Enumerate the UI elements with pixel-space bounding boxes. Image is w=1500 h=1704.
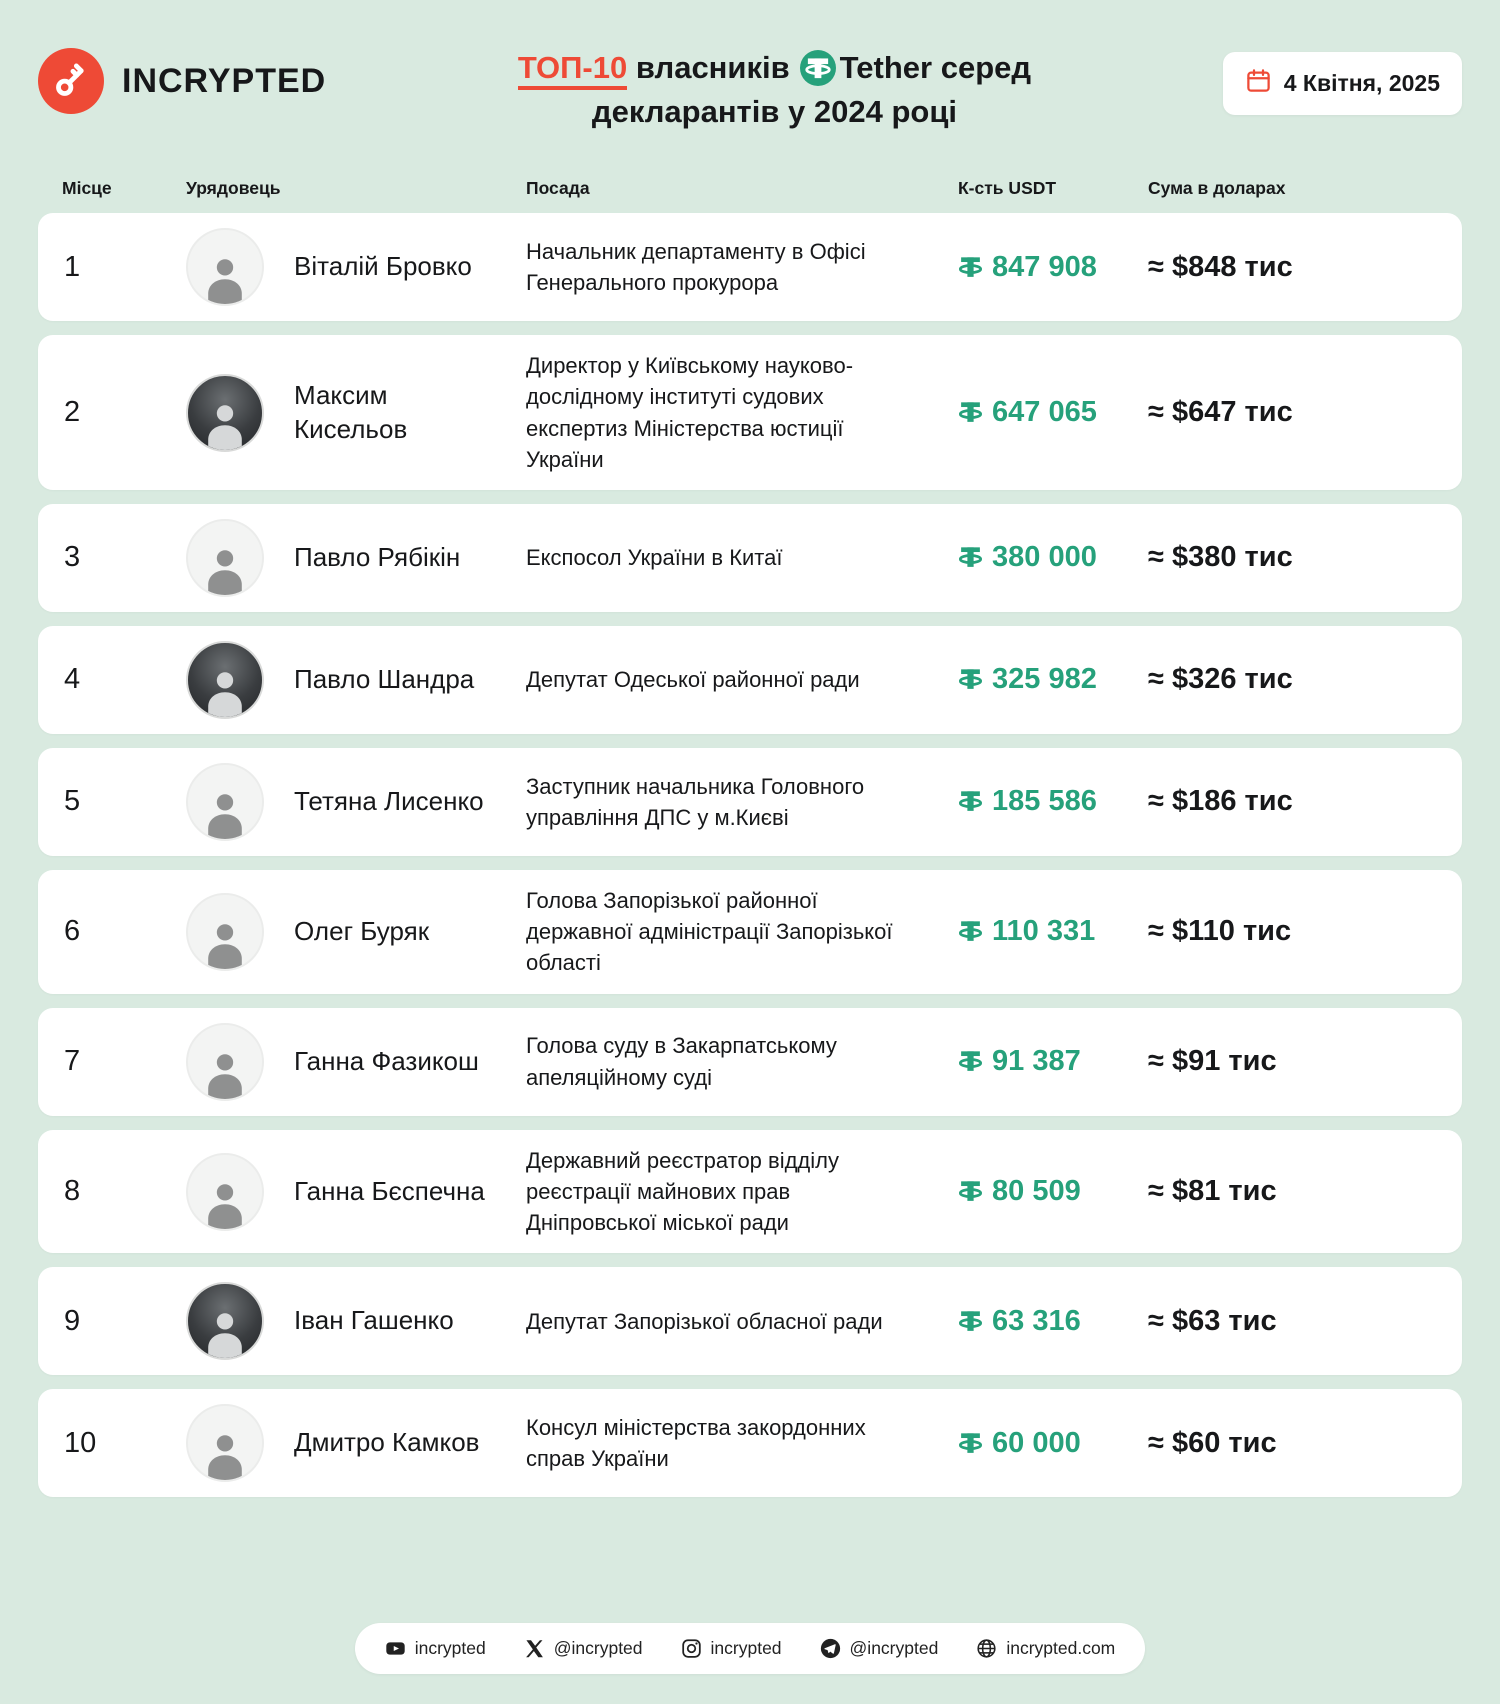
rank-number: 9 [64, 1304, 81, 1337]
table-row [38, 1389, 1462, 1497]
rank-number: 1 [64, 250, 81, 283]
telegram-icon [820, 1638, 841, 1659]
official-position: Депутат Запорізької обласної ради [526, 1308, 883, 1334]
tether-symbol-icon [958, 1309, 983, 1334]
rank-number: 8 [64, 1175, 81, 1208]
tether-symbol-icon [958, 667, 983, 692]
person-icon [197, 661, 253, 717]
table-body [38, 213, 1462, 1497]
tether-symbol-icon [958, 789, 983, 814]
tether-symbol-icon [958, 919, 983, 944]
official-position: Голова Запорізької районної державної адміністрації Запорізької області [526, 887, 893, 976]
table-row [38, 1008, 1462, 1116]
rank-number: 5 [64, 785, 81, 818]
official-name: Максим Кисельов [294, 379, 408, 444]
avatar-cell [186, 641, 294, 719]
avatar-cell [186, 228, 294, 306]
person-icon [197, 394, 253, 450]
official-name: Тетяна Лисенко [294, 786, 484, 817]
column-header-place: Місце [62, 178, 112, 199]
person-icon [197, 783, 253, 839]
person-icon [197, 539, 253, 595]
official-position: Депутат Одеської районної ради [526, 667, 860, 693]
calendar-icon [1245, 67, 1272, 100]
person-icon [197, 1173, 253, 1229]
table-row [38, 1130, 1462, 1254]
social-bar [355, 1623, 1146, 1674]
person-icon [197, 913, 253, 969]
table-row [38, 1267, 1462, 1375]
tether-symbol-icon [958, 1049, 983, 1074]
rank-number: 2 [64, 396, 81, 428]
person-icon [197, 1302, 253, 1358]
title-line-1: ТОП-10 власників Tether серед [518, 46, 1031, 90]
column-header-usdt: К-сть USDT [958, 178, 1057, 199]
avatar [186, 1282, 264, 1360]
official-name: Олег Буряк [294, 915, 430, 946]
title-line-2: декларантів у 2024 році [591, 94, 957, 130]
official-position: Начальник департаменту в Офісі Генерального прокурора [526, 238, 866, 296]
tether-symbol-icon [958, 255, 983, 280]
usdt-value: 63 316 [992, 1304, 1081, 1337]
usdt-value: 60 000 [992, 1426, 1081, 1459]
table-header [38, 178, 1462, 199]
footer [38, 1593, 1462, 1674]
usdt-amount [958, 396, 1148, 429]
usdt-value: 380 000 [992, 541, 1097, 574]
table-row [38, 626, 1462, 734]
social-instagram[interactable]: incrypted [681, 1638, 782, 1659]
usd-amount: ≈ $326 тис [1148, 663, 1293, 696]
avatar-cell [186, 1404, 294, 1482]
avatar-cell [186, 1023, 294, 1101]
avatar [186, 1023, 264, 1101]
usdt-amount [958, 251, 1148, 284]
usd-amount: ≈ $60 тис [1148, 1426, 1277, 1459]
column-header-usd: Сума в доларах [1148, 178, 1286, 199]
usdt-amount [958, 663, 1148, 696]
tether-symbol-icon [958, 1431, 983, 1456]
table-row [38, 213, 1462, 321]
official-position: Заступник начальника Головного управління ДПС у м.Києві [526, 773, 865, 830]
official-name: Павло Рябікін [294, 542, 461, 573]
rank-number: 3 [64, 541, 81, 574]
usdt-value: 185 586 [992, 785, 1097, 818]
social-website[interactable]: incrypted.com [976, 1638, 1115, 1659]
usd-amount: ≈ $380 тис [1148, 541, 1293, 574]
table-row [38, 504, 1462, 612]
usdt-amount [958, 1427, 1148, 1460]
avatar-cell [186, 893, 294, 971]
usdt-amount [958, 1175, 1148, 1208]
usd-amount: ≈ $848 тис [1148, 250, 1293, 283]
person-icon [197, 1043, 253, 1099]
official-position: Директор у Київському науково-дослідному інституті судових експертиз Міністерства юстиції України [526, 353, 854, 472]
avatar [186, 763, 264, 841]
usd-amount: ≈ $81 тис [1148, 1175, 1277, 1208]
brand-name: INCRYPTED [122, 61, 327, 100]
avatar-cell [186, 763, 294, 841]
x-icon [524, 1638, 545, 1659]
official-name: Дмитро Камков [294, 1427, 480, 1458]
column-header-official: Урядовець [186, 178, 281, 199]
instagram-icon [681, 1638, 702, 1659]
usdt-value: 91 387 [992, 1045, 1081, 1078]
avatar-cell [186, 519, 294, 597]
brand-logo [38, 48, 326, 114]
page-title [518, 46, 1031, 134]
usd-amount: ≈ $91 тис [1148, 1045, 1277, 1078]
usdt-amount [958, 541, 1148, 574]
person-icon [197, 248, 253, 304]
avatar [186, 1404, 264, 1482]
globe-icon [976, 1638, 997, 1659]
tether-coin-icon [800, 50, 836, 86]
avatar-cell [186, 374, 294, 452]
avatar [186, 374, 264, 452]
official-name: Ганна Бєспечна [294, 1175, 485, 1206]
date-badge [1223, 52, 1462, 115]
avatar-cell [186, 1282, 294, 1360]
social-youtube[interactable]: incrypted [385, 1638, 486, 1659]
avatar-cell [186, 1153, 294, 1231]
avatar [186, 1153, 264, 1231]
usd-amount: ≈ $647 тис [1148, 396, 1293, 428]
tether-symbol-icon [958, 1179, 983, 1204]
official-position: Консул міністерства закордонних справ України [526, 1415, 866, 1472]
official-position: Експосол України в Китаї [526, 545, 783, 571]
usdt-amount [958, 785, 1148, 818]
social-telegram[interactable]: @incrypted [820, 1638, 939, 1659]
official-name: Павло Шандра [294, 664, 475, 695]
usd-amount: ≈ $63 тис [1148, 1304, 1277, 1337]
official-name: Віталій Бровко [294, 251, 472, 282]
person-icon [197, 1424, 253, 1480]
official-name: Іван Гашенко [294, 1305, 454, 1336]
rank-number: 4 [64, 663, 81, 696]
avatar [186, 641, 264, 719]
official-name: Ганна Фазикош [294, 1045, 479, 1076]
title-highlight: ТОП-10 [518, 50, 627, 90]
usdt-amount [958, 915, 1148, 948]
rank-number: 7 [64, 1045, 81, 1078]
usd-amount: ≈ $110 тис [1148, 915, 1292, 948]
usdt-value: 325 982 [992, 663, 1097, 696]
table-row [38, 870, 1462, 994]
usdt-value: 847 908 [992, 250, 1097, 283]
table-row [38, 335, 1462, 490]
social-x[interactable]: @incrypted [524, 1638, 643, 1659]
rank-number: 10 [64, 1426, 97, 1459]
key-icon [38, 48, 104, 114]
tether-symbol-icon [958, 545, 983, 570]
usd-amount: ≈ $186 тис [1148, 785, 1293, 818]
official-position: Голова суду в Закарпатському апеляційному суді [526, 1033, 837, 1090]
avatar [186, 228, 264, 306]
table-row [38, 748, 1462, 856]
usdt-value: 80 509 [992, 1175, 1081, 1208]
column-header-position: Посада [526, 178, 590, 199]
rank-number: 6 [64, 915, 81, 948]
avatar [186, 893, 264, 971]
usdt-amount [958, 1305, 1148, 1338]
usdt-value: 110 331 [992, 915, 1096, 948]
usdt-amount [958, 1045, 1148, 1078]
tether-symbol-icon [958, 400, 983, 425]
header [38, 40, 1462, 134]
avatar [186, 519, 264, 597]
date-text: 4 Квітня, 2025 [1283, 70, 1440, 96]
youtube-icon [385, 1638, 406, 1659]
usdt-value: 647 065 [992, 396, 1097, 428]
official-position: Державний реєстратор відділу реєстрації майнових прав Дніпровської міської ради [526, 1147, 839, 1236]
